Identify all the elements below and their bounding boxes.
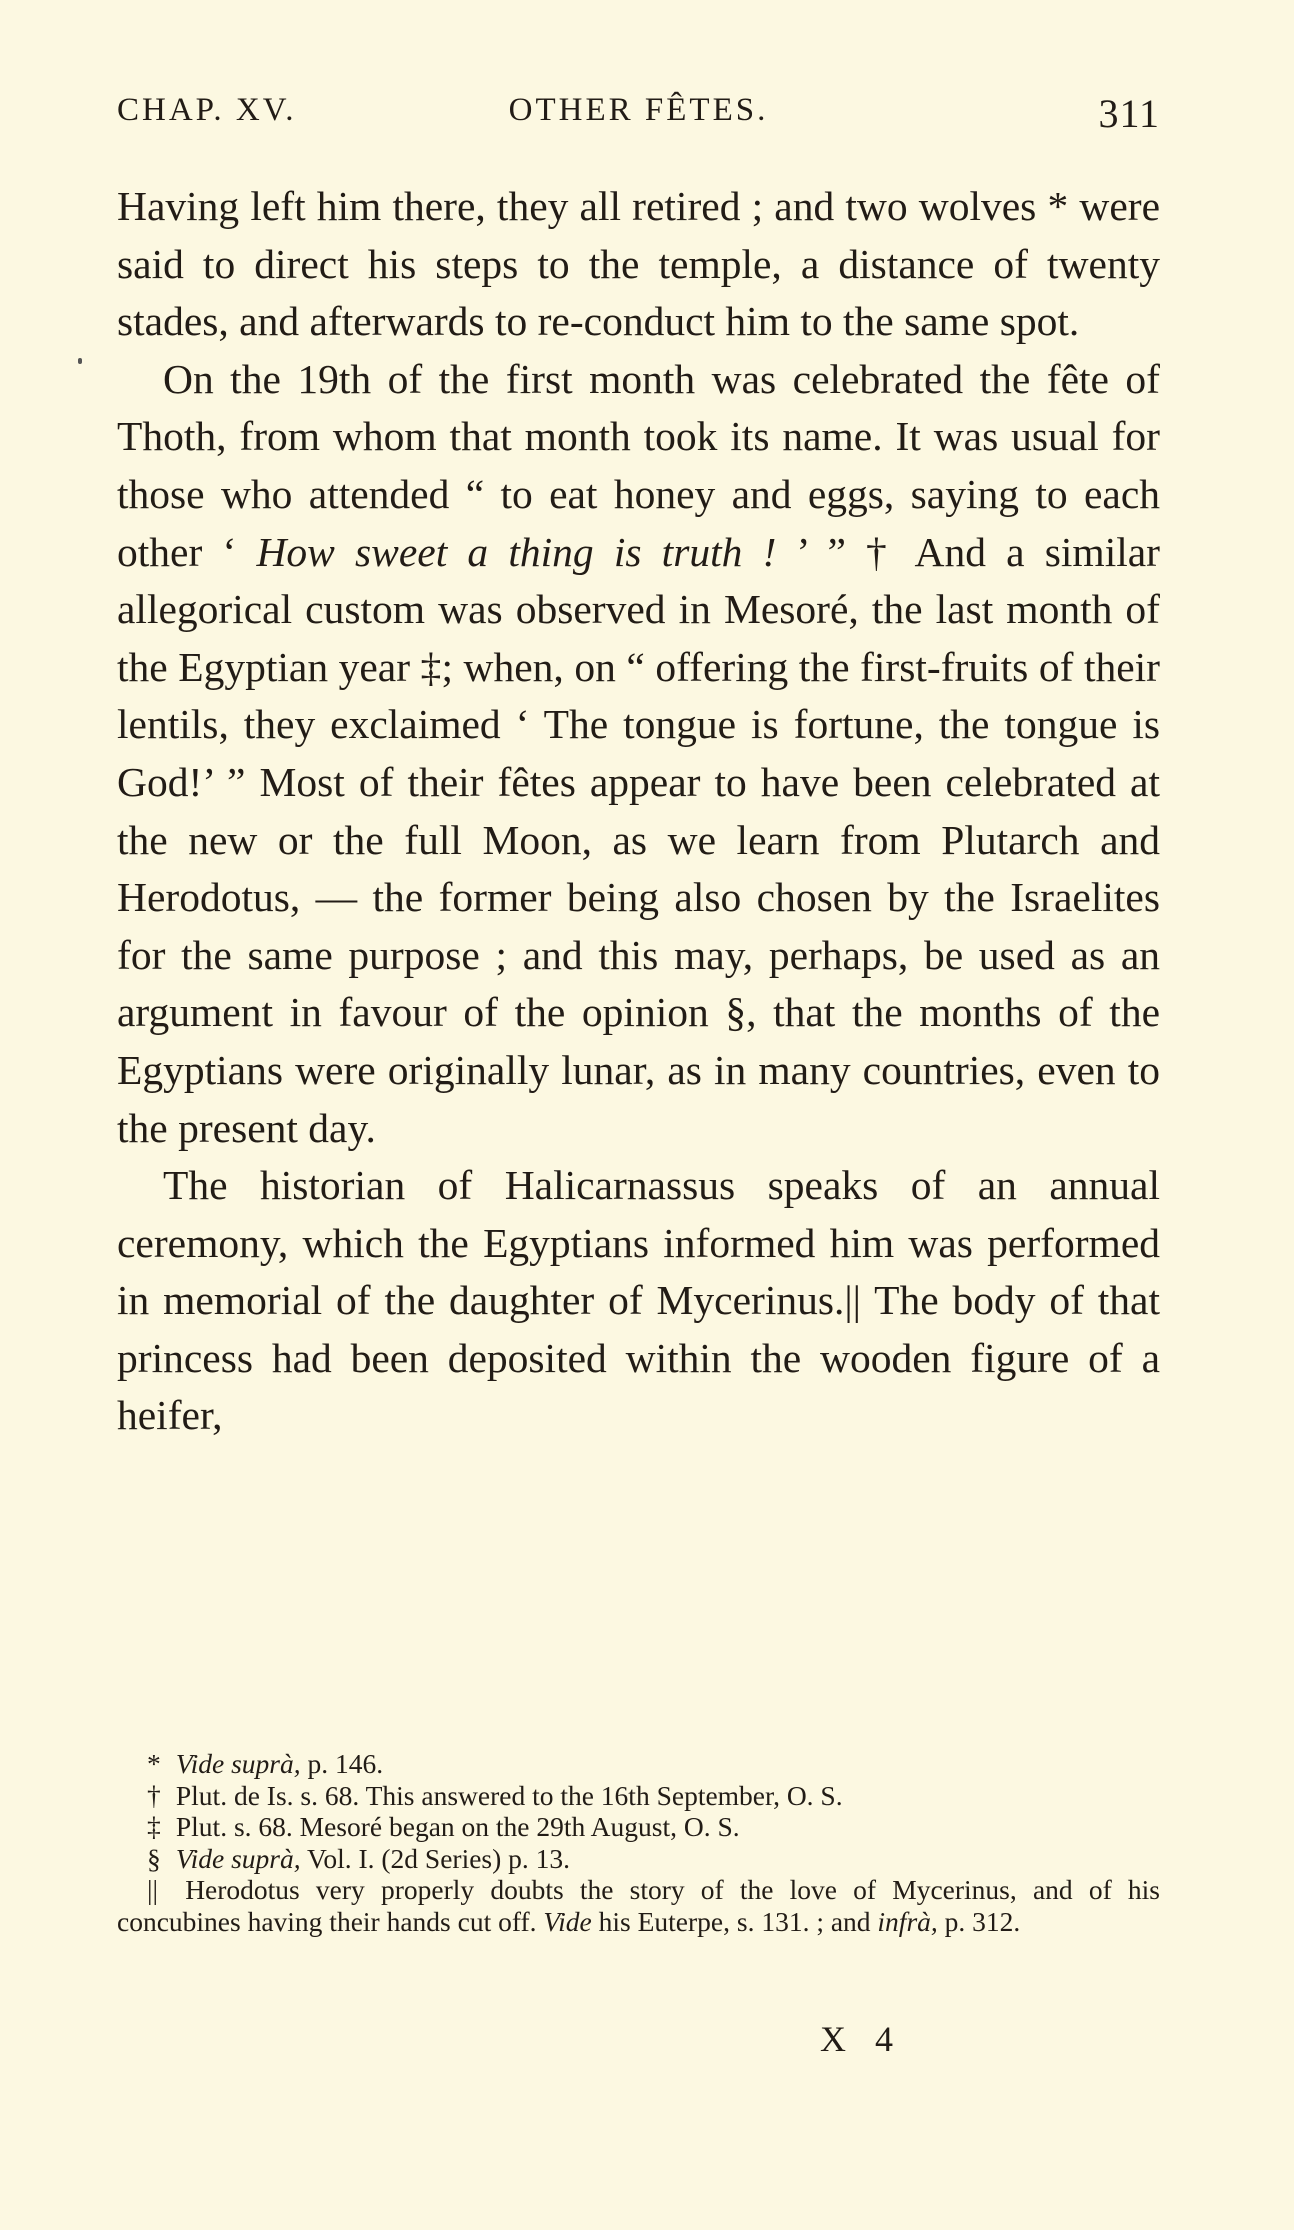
footnotes xyxy=(117,1748,1160,1937)
italic-text: Vide suprà, xyxy=(175,1748,301,1779)
text-run: Plut. de Is. s. 68. This answered to the 16th September, O. S. xyxy=(175,1779,843,1811)
footnote xyxy=(117,1811,1160,1843)
body-text xyxy=(117,178,1160,1445)
footnote xyxy=(117,1843,1160,1875)
chapter-label: CHAP. XV. xyxy=(117,92,297,128)
footnote-mark: § xyxy=(147,1842,161,1874)
text-run: Vol. I. (2d Series) p. 13. xyxy=(300,1842,571,1874)
page-number: 311 xyxy=(1098,91,1160,136)
text-run: ’ ” † And a similar allegorical custom was observed in Mesoré, the last month of the Egyptian year ‡; when, on “ offering the first-fruits of their lentils, they exclaimed ‘ The tongue is fortune, the tongue is God!’ ” Most of their fêtes appear to have been celebrated at the new or the full Moon, as we learn from Plutarch and Herodotus, — the former being also chosen by the Israelites for the same purpose ; and this may, perhaps, be used as an argument in favour of the opinion §, that the months of the Egyptians were originally lunar, as in many countries, even to the present day. xyxy=(117,528,1160,1151)
footnote-mark: ‡ xyxy=(147,1811,161,1842)
text-run: On the 19th of the first month was celebrated the fête of Thoth, from whom that month took its name. It was usual for those who attended “ to eat honey and eggs, saying to each other ‘ xyxy=(117,355,1160,575)
text-run: his Euterpe, s. 131. ; and xyxy=(591,1905,878,1937)
text-run: p. 146. xyxy=(300,1748,384,1779)
italic-text: infrà, xyxy=(877,1905,938,1937)
footnote-mark: † xyxy=(147,1779,161,1811)
running-header xyxy=(117,92,1160,140)
footnote xyxy=(117,1780,1160,1812)
text-run: Having left him there, they all retired ; and two wolves * were said to direct his steps to the temple, a distance of twenty stades, and afterwards to re-conduct him to the same spot. xyxy=(117,183,1160,345)
footnote xyxy=(117,1748,1160,1780)
italic-text: Vide xyxy=(543,1905,592,1937)
text-run: Herodotus very properly doubts the story of the love of Mycerinus, and of his concubines having their hands cut off. xyxy=(117,1874,1161,1937)
footnote-mark: || xyxy=(147,1874,159,1905)
paragraph-2 xyxy=(117,351,1160,1157)
text-run: p. 312. xyxy=(937,1905,1021,1937)
section-title: OTHER FÊTES. xyxy=(508,92,769,128)
printing-speck xyxy=(78,358,82,364)
italic-text: Vide suprà, xyxy=(175,1842,301,1874)
paragraph-3 xyxy=(117,1157,1160,1445)
text-run: Plut. s. 68. Mesoré began on the 29th August, O. S. xyxy=(175,1811,740,1842)
footnote-mark: * xyxy=(147,1748,161,1779)
italic-text: How sweet a thing is truth ! xyxy=(256,528,777,575)
paragraph-1 xyxy=(117,178,1160,351)
signature-mark: X 4 xyxy=(820,2019,903,2059)
text-run: The historian of Halicarnassus speaks of an annual ceremony, which the Egyptians informed him was performed in memorial of the daughter of Mycerinus.|| The body of that princess had been deposited within the wooden figure of a heifer, xyxy=(117,1162,1160,1439)
footnote xyxy=(117,1874,1160,1937)
